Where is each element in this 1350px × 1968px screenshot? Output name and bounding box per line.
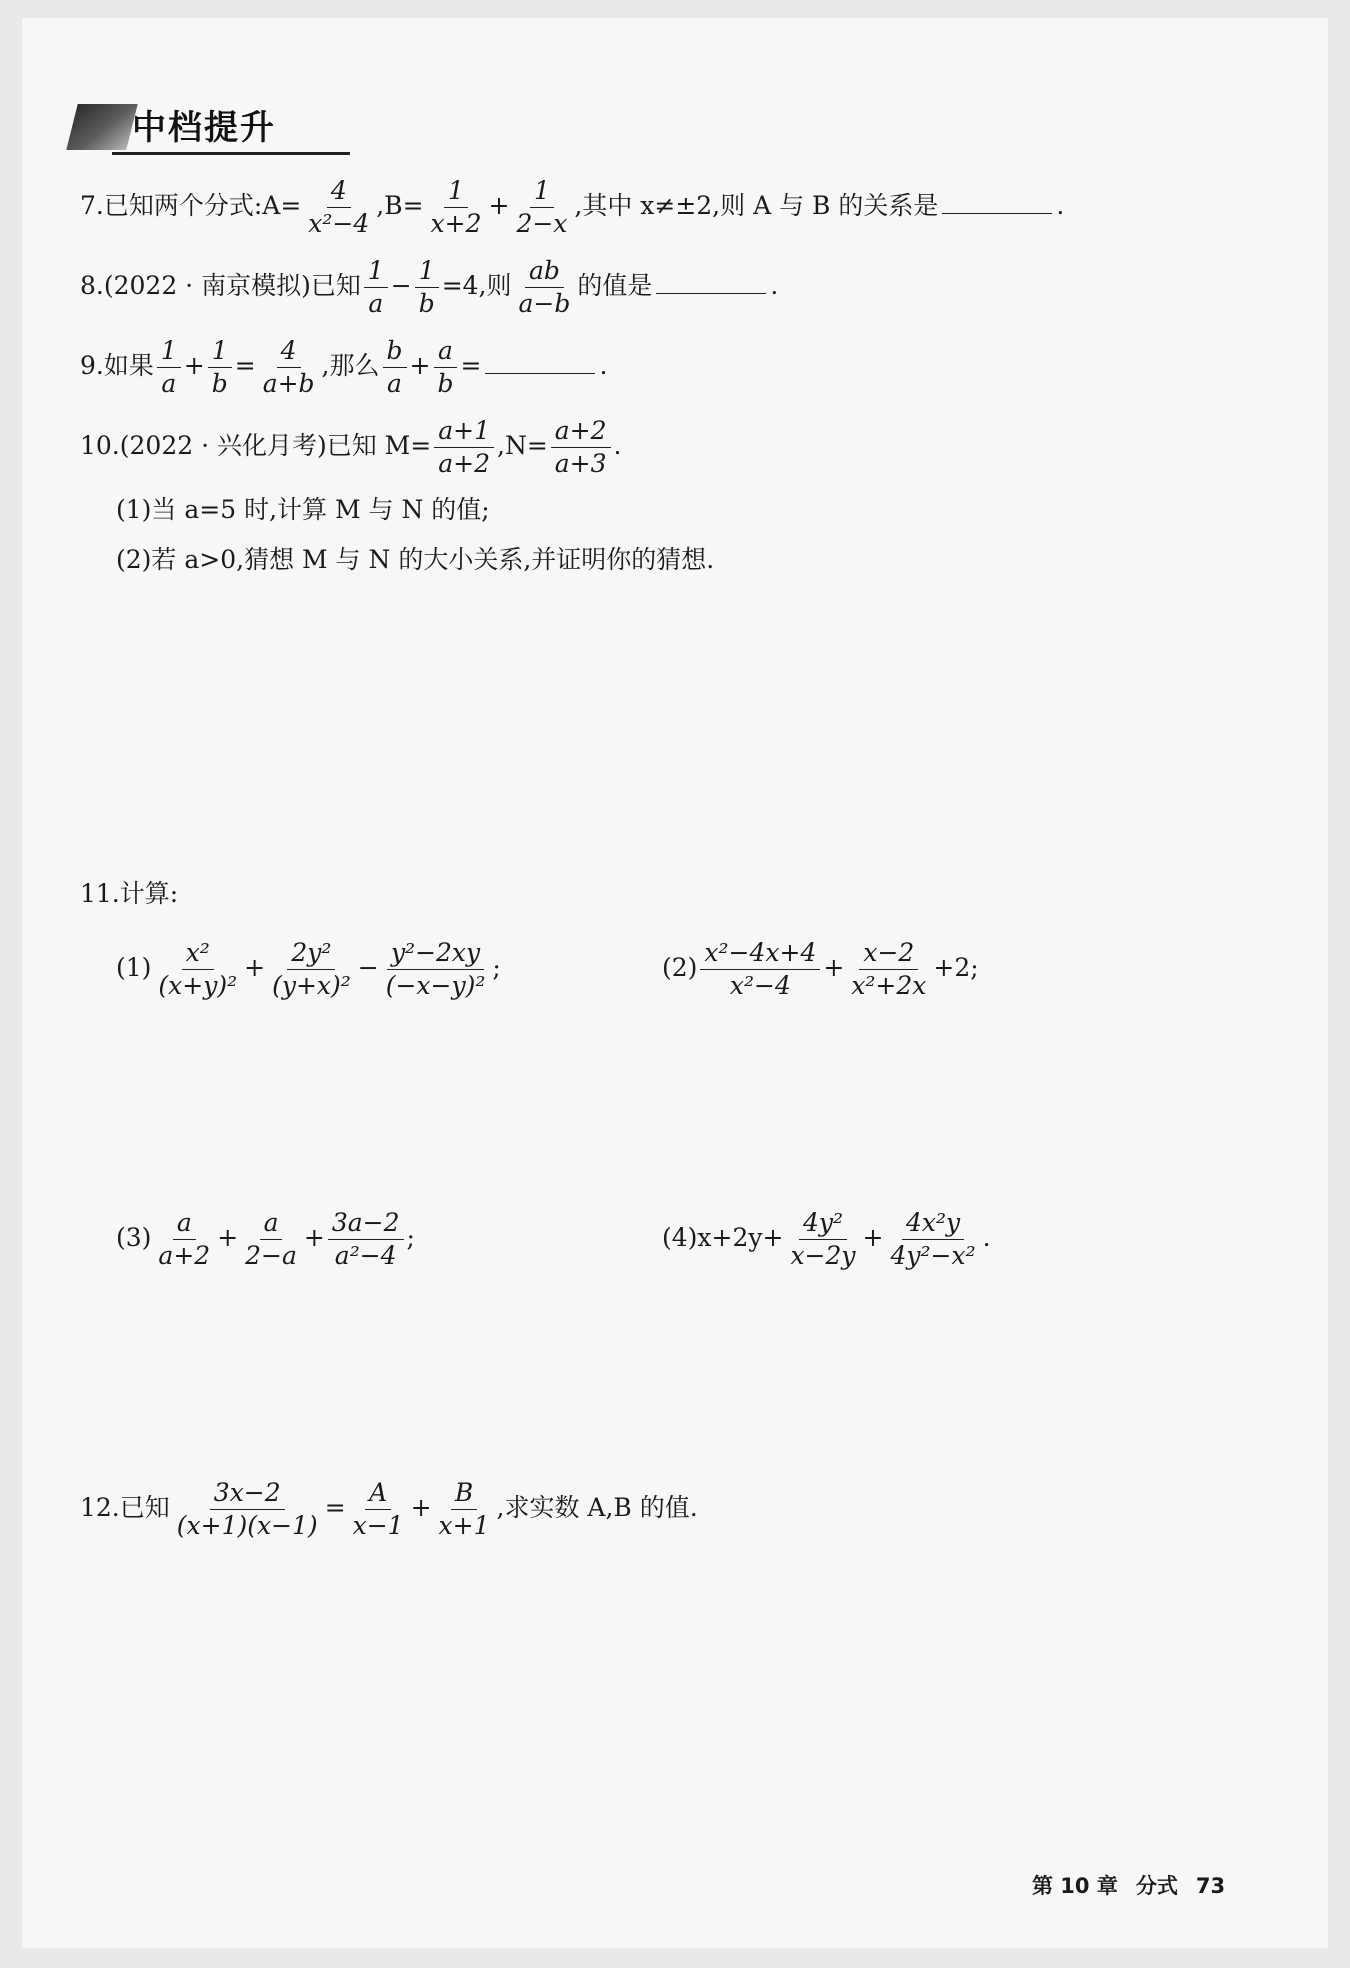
footer-title: 分式 bbox=[1135, 1874, 1178, 1898]
q11-part-2: (2) $\frac{\text{x²−4x+4}}{\text{x²−4}}$ + $\frac{x-2}{\text{x²+2x}}$ +2; bbox=[662, 938, 979, 1000]
q12-stem: 12.已知 bbox=[80, 1493, 170, 1522]
page-footer bbox=[1032, 1870, 1243, 1900]
footer-chapter: 第 10 章 bbox=[1032, 1874, 1118, 1898]
question-10: 10.(2022 · 兴化月考)已知 M= $\frac{a+1}{a+2}$ ,N= $\frac{a+2}{a+3}$ . bbox=[80, 416, 622, 478]
q7-fraction-a: $\frac{4}{\text{x²−4}}$ bbox=[308, 176, 370, 238]
q7-fraction-b2: $\frac{1}{2-x}$ bbox=[516, 176, 568, 238]
header-underline bbox=[112, 152, 350, 155]
page-number: 73 bbox=[1195, 1874, 1226, 1898]
q8-answer-blank[interactable] bbox=[656, 271, 766, 294]
q10-part-1: (1)当 a=5 时,计算 M 与 N 的值; bbox=[116, 495, 490, 524]
q11-part-4: (4)x+2y+ $\frac{\text{4y²}}{x-2y}$ + $\frac{\text{4x²y}}{\text{4y²−x²}}$ . bbox=[662, 1208, 991, 1270]
question-8: 8.(2022 · 南京模拟)已知 $\frac{1}{a}$ − $\frac{1}{b}$ =4,则 $\frac{ab}{a-b}$ 的值是 . bbox=[80, 256, 779, 318]
header-decoration bbox=[66, 104, 137, 150]
question-7: 7.已知两个分式:A= $\frac{4}{\text{x²−4}}$ ,B= $\frac{1}{x+2}$ + $\frac{1}{2-x}$ ,其中 x≠±2,则 A 与 B 的关系是 . bbox=[80, 176, 1065, 238]
q9-answer-blank[interactable] bbox=[485, 351, 595, 374]
question-11: 11.计算: bbox=[80, 879, 179, 908]
q9-stem: 9.如果 bbox=[80, 351, 154, 380]
q7-answer-blank[interactable] bbox=[942, 191, 1052, 214]
q11-part-1: (1) $\frac{\text{x²}}{\text{(x+y)²}}$ + $\frac{\text{2y²}}{\text{(y+x)²}}$ − $\frac{\text{y²−2xy}}{\text{(−x−y)²}}$ ; bbox=[116, 938, 501, 1000]
q7-fraction-b1: $\frac{1}{x+2}$ bbox=[430, 176, 482, 238]
question-9: 9.如果 $\frac{1}{a}$ + $\frac{1}{b}$ = $\frac{4}{a+b}$ ,那么 $\frac{b}{a}$ + $\frac{a}{b}$ = . bbox=[80, 336, 608, 398]
question-12: 12.已知 $\frac{3x-2}{(x+1)(x-1)}$ = $\frac{A}{x-1}$ + $\frac{B}{x+1}$ ,求实数 A,B 的值. bbox=[80, 1478, 698, 1540]
q8-stem: 8.(2022 · 南京模拟)已知 bbox=[80, 271, 361, 300]
page bbox=[22, 18, 1328, 1948]
q7-stem: 7.已知两个分式:A= bbox=[80, 191, 302, 220]
q11-part-3: (3) $\frac{a}{a+2}$ + $\frac{a}{2-a}$ + $\frac{3a-2}{\text{a²−4}}$ ; bbox=[116, 1208, 415, 1270]
section-title: 中档提升 bbox=[132, 108, 276, 148]
section-header bbox=[72, 96, 362, 158]
q10-stem: 10.(2022 · 兴化月考)已知 M= bbox=[80, 431, 432, 460]
q10-part-2: (2)若 a>0,猜想 M 与 N 的大小关系,并证明你的猜想. bbox=[116, 545, 715, 574]
